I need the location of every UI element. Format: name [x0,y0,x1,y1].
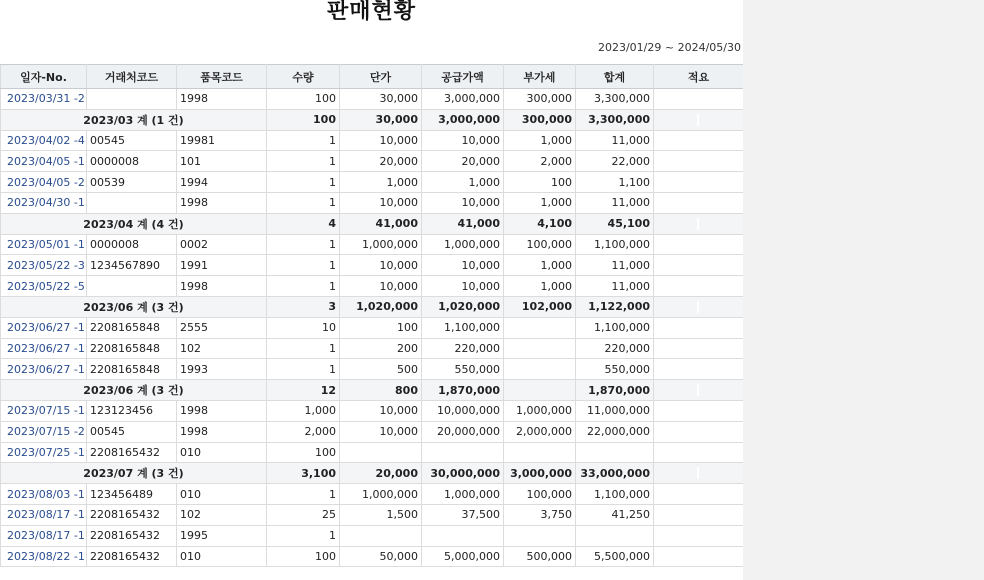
table-row[interactable] [1,130,744,151]
table-row[interactable] [1,151,744,172]
cell-qty: 1 [267,484,340,505]
col-header-supply[interactable]: 공급가액 [422,65,504,89]
table-row[interactable] [1,525,744,546]
cell-memo [654,192,744,213]
cell-total [576,442,654,463]
cell-total: 1,100,000 [576,317,654,338]
cell-qty: 1 [267,525,340,546]
cell-client-code: 2208165432 [87,442,177,463]
subtotal-label: 2023/07 계 (3 건) [1,463,267,484]
col-header-vat[interactable]: 부가세 [504,65,576,89]
cell-supply: 3,000,000 [422,89,504,110]
cell-memo [654,338,744,359]
cell-vat: 1,000 [504,130,576,151]
subtotal-label: 2023/04 계 (4 건) [1,213,267,234]
cell-vat: 3,750 [504,504,576,525]
subtotal-row [1,463,744,484]
cell-memo [654,359,744,380]
cell-vat: 100,000 [504,234,576,255]
subtotal-row [1,109,744,130]
cell-date-no[interactable]: 2023/06/27 -1 [1,338,87,359]
cell-memo [654,172,744,193]
subtotal-supply: 3,000,000 [422,109,504,130]
cell-unit-price: 10,000 [340,130,422,151]
table-row[interactable] [1,192,744,213]
cell-vat [504,442,576,463]
cell-item-code: 0002 [177,234,267,255]
cell-qty: 100 [267,546,340,567]
subtotal-supply: 30,000,000 [422,463,504,484]
cell-vat: 500,000 [504,546,576,567]
cell-total: 11,000,000 [576,400,654,421]
col-header-date[interactable]: 일자-No. [1,65,87,89]
cell-client-code: 2208165848 [87,317,177,338]
cell-item-code: 102 [177,338,267,359]
cell-item-code: 1991 [177,255,267,276]
cell-memo [654,421,744,442]
cell-date-no[interactable]: 2023/04/05 -1 [1,151,87,172]
col-header-item-code[interactable]: 품목코드 [177,65,267,89]
cell-total: 5,500,000 [576,546,654,567]
subtotal-unit-price: 800 [340,380,422,401]
subtotal-row [1,296,744,317]
subtotal-memo-cell [654,380,744,401]
subtotal-unit-price: 1,020,000 [340,296,422,317]
subtotal-unit-price: 41,000 [340,213,422,234]
cell-total: 220,000 [576,338,654,359]
cell-client-code: 2208165848 [87,338,177,359]
cell-client-code: 1234567890 [87,255,177,276]
cell-vat: 1,000,000 [504,400,576,421]
cell-client-code: 00539 [87,172,177,193]
cell-memo [654,484,744,505]
cell-memo [654,276,744,297]
cell-vat [504,338,576,359]
subtotal-vat: 3,000,000 [504,463,576,484]
cell-unit-price [340,525,422,546]
cell-supply [422,525,504,546]
table-row[interactable] [1,442,744,463]
cell-qty: 10 [267,317,340,338]
cell-qty: 1 [267,234,340,255]
cell-qty: 1 [267,172,340,193]
cell-vat: 2,000 [504,151,576,172]
cell-unit-price [340,442,422,463]
subtotal-total: 45,100 [576,213,654,234]
subtotal-qty: 3,100 [267,463,340,484]
cell-item-code: 19981 [177,130,267,151]
cell-item-code: 1998 [177,421,267,442]
cell-memo [654,525,744,546]
subtotal-qty: 3 [267,296,340,317]
cell-client-code: 2208165432 [87,546,177,567]
cell-total: 11,000 [576,255,654,276]
cell-unit-price: 1,000,000 [340,234,422,255]
cell-unit-price: 50,000 [340,546,422,567]
cell-vat: 1,000 [504,192,576,213]
cell-qty: 1,000 [267,400,340,421]
cell-total [576,525,654,546]
cell-item-code: 1998 [177,400,267,421]
cell-qty: 1 [267,130,340,151]
table-row[interactable] [1,484,744,505]
table-row[interactable] [1,234,744,255]
cell-unit-price: 10,000 [340,400,422,421]
sales-table [0,64,743,567]
col-header-memo[interactable]: 적요 [654,65,744,89]
subtotal-label: 2023/06 계 (3 건) [1,380,267,401]
table-header-row [1,65,744,89]
cell-unit-price: 10,000 [340,255,422,276]
cell-total: 22,000,000 [576,421,654,442]
subtotal-unit-price: 30,000 [340,109,422,130]
cell-item-code: 1998 [177,89,267,110]
cell-client-code: 0000008 [87,234,177,255]
cell-total: 1,100,000 [576,484,654,505]
cell-vat: 1,000 [504,276,576,297]
report-title: 판매현황 [326,0,416,24]
cell-supply [422,442,504,463]
cell-item-code: 1995 [177,525,267,546]
cell-supply: 20,000,000 [422,421,504,442]
col-header-qty[interactable]: 수량 [267,65,340,89]
cell-total: 1,100,000 [576,234,654,255]
subtotal-qty: 100 [267,109,340,130]
cell-vat: 300,000 [504,89,576,110]
cell-supply: 10,000 [422,192,504,213]
subtotal-memo-cell [654,463,744,484]
cell-client-code: 2208165432 [87,525,177,546]
cell-date-no[interactable]: 2023/08/03 -1 [1,484,87,505]
cell-memo [654,442,744,463]
cell-memo [654,504,744,525]
subtotal-total: 1,122,000 [576,296,654,317]
cell-unit-price: 20,000 [340,151,422,172]
cell-supply: 220,000 [422,338,504,359]
cell-supply: 10,000,000 [422,400,504,421]
cell-unit-price: 1,000 [340,172,422,193]
subtotal-total: 1,870,000 [576,380,654,401]
cell-qty: 1 [267,151,340,172]
cell-qty: 1 [267,359,340,380]
subtotal-supply: 1,020,000 [422,296,504,317]
table-row[interactable] [1,338,744,359]
cell-memo [654,151,744,172]
subtotal-row [1,213,744,234]
cell-date-no[interactable]: 2023/06/27 -1 [1,359,87,380]
cell-memo [654,130,744,151]
cell-client-code: 00545 [87,130,177,151]
cell-supply: 37,500 [422,504,504,525]
cell-supply: 1,000,000 [422,234,504,255]
cell-date-no[interactable]: 2023/07/15 -1 [1,400,87,421]
cell-unit-price: 10,000 [340,192,422,213]
cell-client-code: 2208165432 [87,504,177,525]
cell-unit-price: 1,000,000 [340,484,422,505]
cell-qty: 1 [267,255,340,276]
table-row[interactable] [1,317,744,338]
cell-supply: 10,000 [422,276,504,297]
cell-total: 41,250 [576,504,654,525]
cell-qty: 100 [267,89,340,110]
subtotal-row [1,380,744,401]
cell-item-code: 010 [177,484,267,505]
cell-item-code: 101 [177,151,267,172]
subtotal-vat: 4,100 [504,213,576,234]
table-body [1,89,744,567]
cell-supply: 5,000,000 [422,546,504,567]
cell-vat: 100,000 [504,484,576,505]
cell-qty: 2,000 [267,421,340,442]
cell-client-code [87,276,177,297]
cell-qty: 100 [267,442,340,463]
subtotal-memo-cell [654,109,744,130]
cell-supply: 20,000 [422,151,504,172]
cell-date-no[interactable]: 2023/05/01 -1 [1,234,87,255]
cell-date-no[interactable]: 2023/08/22 -1 [1,546,87,567]
table-row[interactable] [1,276,744,297]
table-row[interactable] [1,255,744,276]
cell-date-no[interactable]: 2023/08/17 -1 [1,504,87,525]
cell-date-no[interactable]: 2023/07/15 -2 [1,421,87,442]
cell-supply: 10,000 [422,255,504,276]
cell-vat: 2,000,000 [504,421,576,442]
cell-item-code: 2555 [177,317,267,338]
cell-vat [504,317,576,338]
subtotal-label: 2023/06 계 (3 건) [1,296,267,317]
cell-unit-price: 200 [340,338,422,359]
subtotal-memo-cell [654,213,744,234]
report-period: 2023/01/29 ~ 2024/05/30 [597,41,741,54]
cell-item-code: 1993 [177,359,267,380]
cell-qty: 1 [267,192,340,213]
cell-date-no[interactable]: 2023/04/02 -4 [1,130,87,151]
cell-qty: 1 [267,338,340,359]
cell-supply: 1,000 [422,172,504,193]
cell-unit-price: 100 [340,317,422,338]
cell-date-no[interactable]: 2023/06/27 -1 [1,317,87,338]
subtotal-vat [504,380,576,401]
subtotal-total: 33,000,000 [576,463,654,484]
col-header-unit-price[interactable]: 단가 [340,65,422,89]
cell-vat: 1,000 [504,255,576,276]
subtotal-supply: 1,870,000 [422,380,504,401]
cell-unit-price: 500 [340,359,422,380]
cell-client-code: 0000008 [87,151,177,172]
subtotal-total: 3,300,000 [576,109,654,130]
cell-total: 1,100 [576,172,654,193]
cell-item-code: 010 [177,442,267,463]
cell-client-code: 123456489 [87,484,177,505]
cell-total: 3,300,000 [576,89,654,110]
cell-supply: 1,000,000 [422,484,504,505]
subtotal-supply: 41,000 [422,213,504,234]
cell-date-no[interactable]: 2023/05/22 -5 [1,276,87,297]
table-row[interactable] [1,89,744,110]
table-row[interactable] [1,400,744,421]
subtotal-label: 2023/03 계 (1 건) [1,109,267,130]
table-row[interactable] [1,172,744,193]
cell-total: 11,000 [576,276,654,297]
cell-supply: 550,000 [422,359,504,380]
cell-memo [654,317,744,338]
cell-supply: 1,100,000 [422,317,504,338]
subtotal-vat: 102,000 [504,296,576,317]
cell-total: 11,000 [576,192,654,213]
cell-item-code: 010 [177,546,267,567]
cell-unit-price: 10,000 [340,276,422,297]
cell-item-code: 1994 [177,172,267,193]
cell-client-code [87,89,177,110]
cell-date-no[interactable]: 2023/07/25 -1 [1,442,87,463]
cell-unit-price: 1,500 [340,504,422,525]
cell-client-code: 123123456 [87,400,177,421]
cell-supply: 10,000 [422,130,504,151]
cell-date-no[interactable]: 2023/05/22 -3 [1,255,87,276]
cell-date-no[interactable]: 2023/04/30 -1 [1,192,87,213]
cell-memo [654,255,744,276]
cell-unit-price: 10,000 [340,421,422,442]
subtotal-qty: 4 [267,213,340,234]
cell-date-no[interactable]: 2023/08/17 -1 [1,525,87,546]
cell-total: 22,000 [576,151,654,172]
cell-total: 11,000 [576,130,654,151]
cell-client-code: 2208165848 [87,359,177,380]
cell-client-code [87,192,177,213]
cell-vat: 100 [504,172,576,193]
cell-qty: 1 [267,276,340,297]
table-row[interactable] [1,421,744,442]
subtotal-memo-cell [654,296,744,317]
subtotal-qty: 12 [267,380,340,401]
cell-date-no[interactable]: 2023/03/31 -2 [1,89,87,110]
table-row[interactable] [1,504,744,525]
cell-vat [504,359,576,380]
cell-date-no[interactable]: 2023/04/05 -2 [1,172,87,193]
cell-client-code: 00545 [87,421,177,442]
cell-qty: 25 [267,504,340,525]
cell-item-code: 102 [177,504,267,525]
cell-item-code: 1998 [177,276,267,297]
cell-unit-price: 30,000 [340,89,422,110]
cell-memo [654,89,744,110]
cell-total: 550,000 [576,359,654,380]
table-row[interactable] [1,359,744,380]
col-header-client-code[interactable]: 거래처코드 [87,65,177,89]
table-row[interactable] [1,546,744,567]
cell-memo [654,546,744,567]
subtotal-unit-price: 20,000 [340,463,422,484]
cell-memo [654,400,744,421]
cell-vat [504,525,576,546]
subtotal-vat: 300,000 [504,109,576,130]
cell-memo [654,234,744,255]
cell-item-code: 1998 [177,192,267,213]
col-header-total[interactable]: 합계 [576,65,654,89]
